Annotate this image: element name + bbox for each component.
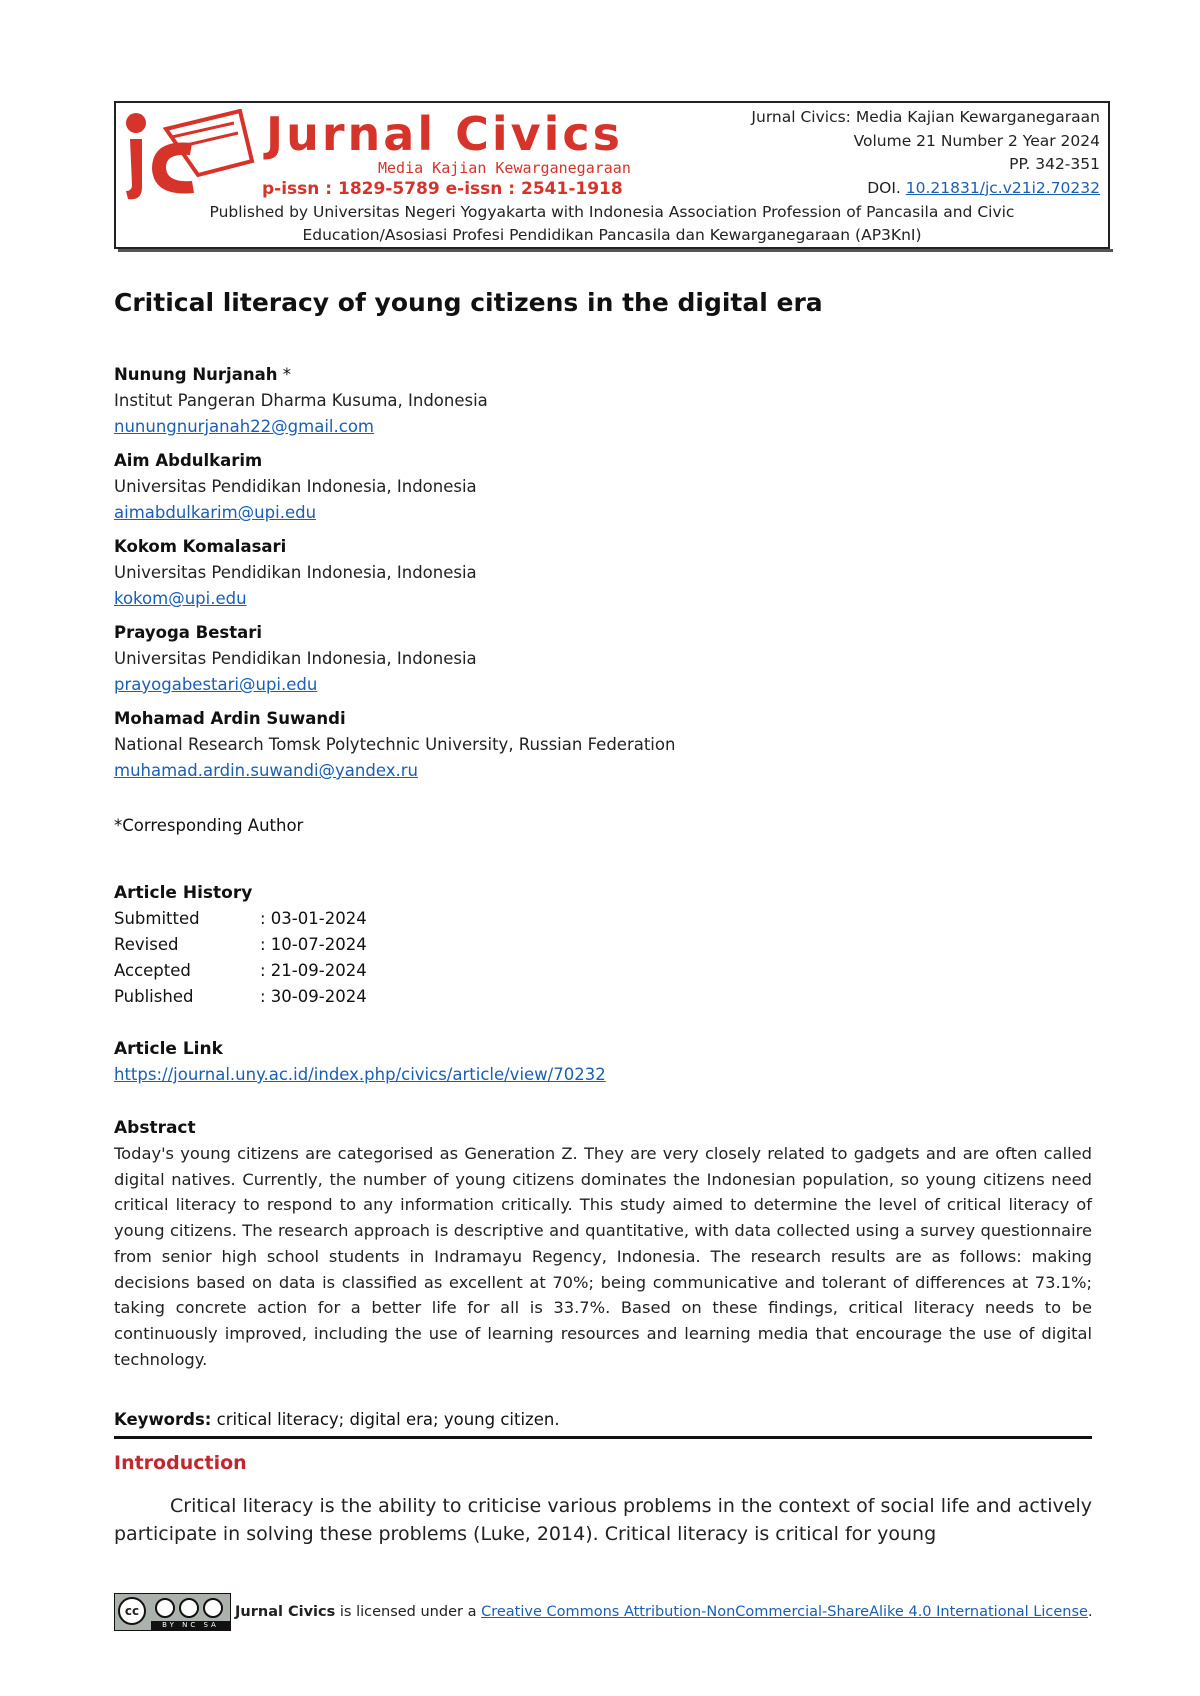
by-icon xyxy=(155,1598,175,1618)
abstract-text: Today's young citizens are categorised as Generation Z. They are very closely related to gadgets and are often called digital natives. Currently, the number of young citizens dominates the Indonesian population, so young citizens need critical literacy to respond to any information critically. This study aimed to determine the level of critical literacy of young citizens. The research approach is descriptive and quantitative, with data collected using a survey questionnaire from senior high school students in Indramayu Regency, Indonesia. The research results are as follows: making decisions based on data is classified as excellent at 70%; being communicative and tolerant of differences at 73.1%; taking concrete action for a better life for all is 33.7%. Based on these findings, critical literacy needs to be continuously improved, including the use of learning resources and learning media that encourage the use of digital technology. xyxy=(114,1144,1092,1369)
author-email[interactable]: prayogabestari@upi.edu xyxy=(114,675,318,694)
journal-pages: PP. 342-351 xyxy=(1009,155,1100,173)
author-block xyxy=(114,620,1114,698)
journal-logo xyxy=(122,107,682,205)
journal-info xyxy=(751,106,1100,200)
keywords-text: critical literacy; digital era; young citizen. xyxy=(211,1410,560,1429)
logo-mark-icon xyxy=(122,109,262,203)
history-label: Accepted xyxy=(114,961,191,980)
author-name: Prayoga Bestari xyxy=(114,623,263,642)
author-block xyxy=(114,534,1114,612)
author-block xyxy=(114,362,1114,440)
author-list xyxy=(114,362,1114,792)
author-email[interactable]: kokom@upi.edu xyxy=(114,589,247,608)
corresponding-mark: * xyxy=(277,365,291,384)
journal-header xyxy=(114,101,1110,249)
publisher-line-1: Published by Universitas Negeri Yogyakarta with Indonesia Association Profession of Pancasila and Civic xyxy=(209,203,1015,221)
corresponding-author-note: *Corresponding Author xyxy=(114,816,304,835)
keywords xyxy=(114,1410,560,1429)
author-email[interactable]: nunungnurjanah22@gmail.com xyxy=(114,417,374,436)
publisher-line-2: Education/Asosiasi Profesi Pendidikan Pancasila dan Kewarganegaraan (AP3KnI) xyxy=(302,226,922,244)
doi-link[interactable]: 10.21831/jc.v21i2.70232 xyxy=(905,178,1100,197)
introduction-text: Critical literacy is the ability to criticise various problems in the context of social life and actively participate in solving these problems (Luke, 2014). Critical literacy is critical for young xyxy=(114,1495,1092,1545)
author-affiliation: Universitas Pendidikan Indonesia, Indonesia xyxy=(114,563,477,582)
article-link-section xyxy=(114,1036,606,1088)
keywords-label: Keywords: xyxy=(114,1410,212,1429)
nc-icon xyxy=(179,1598,199,1618)
abstract-heading: Abstract xyxy=(114,1118,196,1138)
author-name: Nunung Nurjanah xyxy=(114,365,278,384)
history-label: Revised xyxy=(114,935,179,954)
license-text: is licensed under a xyxy=(335,1604,482,1620)
publisher-statement xyxy=(126,201,1098,247)
doi-prefix: DOI. xyxy=(867,178,901,197)
author-email[interactable]: aimabdulkarim@upi.edu xyxy=(114,503,317,522)
history-heading: Article History xyxy=(114,883,253,903)
author-name: Aim Abdulkarim xyxy=(114,451,263,470)
author-name: Mohamad Ardin Suwandi xyxy=(114,709,346,728)
history-date: : 10-07-2024 xyxy=(260,935,367,954)
journal-name: Jurnal Civics: Media Kajian Kewarganegaraan xyxy=(751,108,1100,126)
cc-license-badge-icon[interactable] xyxy=(114,1593,231,1631)
logo-issn: p-issn : 1829-5789 e-issn : 2541-1918 xyxy=(262,179,623,199)
journal-doi xyxy=(751,177,1100,201)
author-block xyxy=(114,448,1114,526)
author-block xyxy=(114,706,1114,784)
license-link[interactable]: Creative Commons Attribution-NonCommercial-ShareAlike 4.0 International License xyxy=(481,1604,1088,1620)
logo-title: Jurnal Civics xyxy=(266,107,624,161)
history-date: : 30-09-2024 xyxy=(260,987,367,1006)
author-affiliation: National Research Tomsk Polytechnic University, Russian Federation xyxy=(114,735,676,754)
license-journal: Jurnal Civics xyxy=(235,1604,336,1620)
journal-volume: Volume 21 Number 2 Year 2024 xyxy=(853,131,1100,150)
history-date: : 03-01-2024 xyxy=(260,909,367,928)
author-affiliation: Universitas Pendidikan Indonesia, Indonesia xyxy=(114,477,477,496)
history-row xyxy=(114,984,367,1010)
history-date: : 21-09-2024 xyxy=(260,961,367,980)
history-row xyxy=(114,932,367,958)
history-row xyxy=(114,906,367,932)
history-label: Submitted xyxy=(114,909,200,928)
article-link[interactable]: https://journal.uny.ac.id/index.php/civics/article/view/70232 xyxy=(114,1065,606,1084)
license-footer xyxy=(114,1593,1094,1631)
abstract-section xyxy=(114,1115,1092,1372)
logo-subtitle: Media Kajian Kewarganegaraan xyxy=(378,159,631,177)
history-label: Published xyxy=(114,987,194,1006)
author-name: Kokom Komalasari xyxy=(114,537,287,556)
cc-logo: cc xyxy=(118,1597,146,1625)
author-affiliation: Institut Pangeran Dharma Kusuma, Indonesia xyxy=(114,391,488,410)
introduction-heading: Introduction xyxy=(114,1452,247,1474)
history-row xyxy=(114,958,367,984)
article-history xyxy=(114,880,367,1010)
section-divider xyxy=(114,1436,1092,1439)
author-affiliation: Universitas Pendidikan Indonesia, Indonesia xyxy=(114,649,477,668)
article-link-heading: Article Link xyxy=(114,1039,223,1059)
cc-badge-strip: BY NC SA xyxy=(151,1621,230,1630)
license-end: . xyxy=(1087,1604,1093,1620)
sa-icon xyxy=(203,1598,223,1618)
paper-title: Critical literacy of young citizens in the digital era xyxy=(114,288,823,317)
author-email[interactable]: muhamad.ardin.suwandi@yandex.ru xyxy=(114,761,418,780)
